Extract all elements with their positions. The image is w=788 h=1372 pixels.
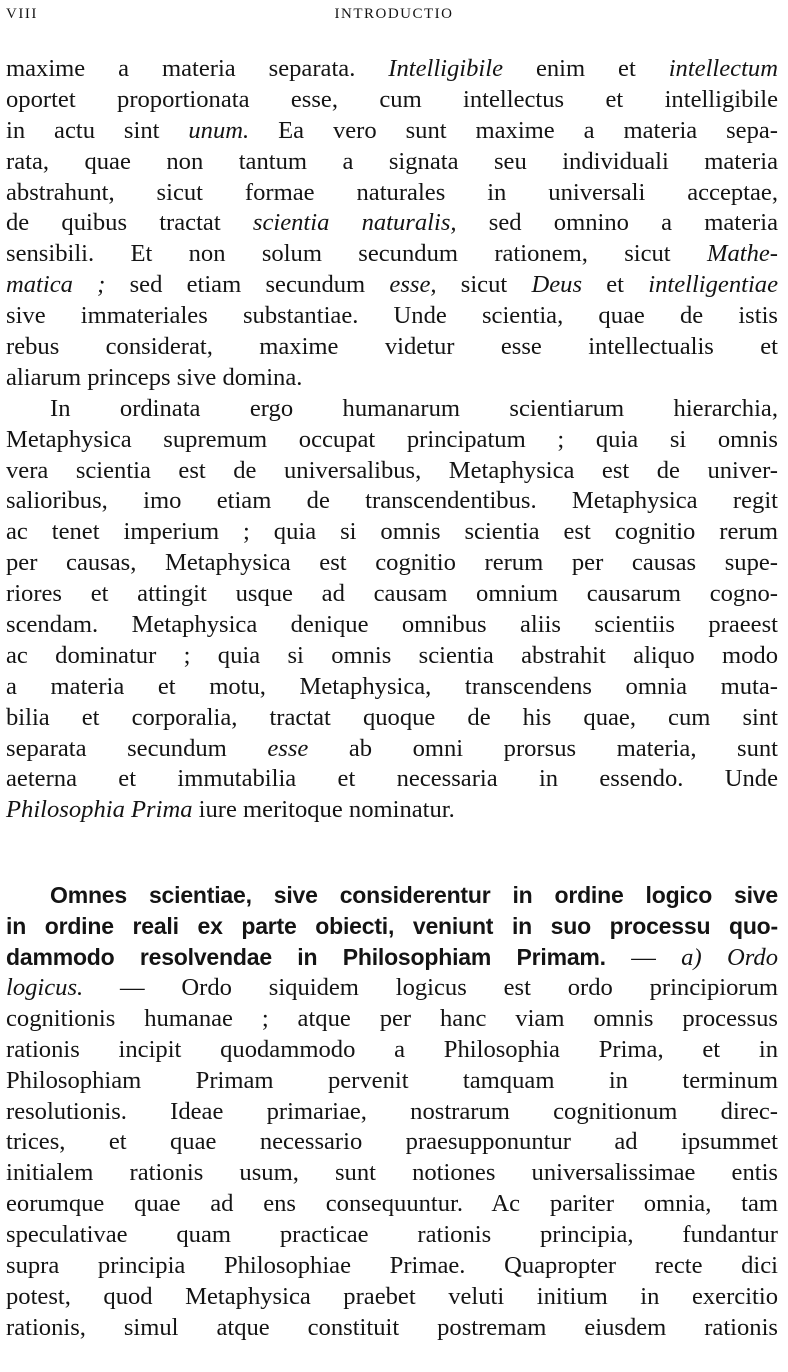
text-line bbox=[6, 548, 778, 579]
text-line bbox=[6, 239, 778, 270]
text-line bbox=[6, 363, 778, 394]
text-line bbox=[6, 1097, 778, 1128]
text-segment: separata secundum bbox=[6, 734, 268, 762]
text-line bbox=[6, 764, 778, 795]
text-segment: maxime a materia separata. bbox=[6, 55, 389, 82]
text-line bbox=[6, 116, 778, 147]
text-line bbox=[6, 880, 778, 911]
text-segment: rationis incipit quodammodo a Philosophia Prima, et in bbox=[6, 1035, 778, 1063]
text-segment: salioribus, imo etiam de transcendentibus. Metaphysica regit bbox=[6, 487, 778, 515]
text-segment: et bbox=[582, 271, 649, 299]
text-segment: oportet proportionata esse, cum intellectus et intelligibile bbox=[6, 85, 778, 113]
bold-heading-text: dammodo resolvendae in Philosophiam Primam. bbox=[6, 944, 606, 971]
text-line bbox=[6, 486, 778, 517]
text-segment: bilia et corporalia, tractat quoque de his quae, cum sint bbox=[6, 703, 778, 731]
paragraph-gap bbox=[6, 826, 778, 880]
text-segment: iure meritoque nominatur. bbox=[192, 796, 455, 824]
running-head bbox=[6, 6, 782, 28]
text-line bbox=[6, 178, 778, 209]
text-segment: vera scientia est de universalibus, Metaphysica est de univer- bbox=[6, 456, 778, 484]
italic-text: intellectum bbox=[668, 55, 778, 82]
italic-text: a) bbox=[681, 944, 702, 972]
text-segment: supra principia Philosophiae Primae. Quapropter recte dici bbox=[6, 1251, 778, 1279]
italic-text: esse, bbox=[389, 271, 437, 299]
text-segment: ac tenet imperium ; quia si omnis scientia est cognitio rerum bbox=[6, 518, 778, 546]
page-number: VIII bbox=[6, 6, 38, 22]
text-line bbox=[6, 734, 778, 765]
text-segment: in actu sint bbox=[6, 116, 189, 144]
text-line bbox=[6, 1282, 778, 1313]
text-segment bbox=[702, 944, 727, 971]
italic-text: unum. bbox=[188, 116, 250, 144]
text-segment: initialem rationis usum, sunt notiones universalissimae entis bbox=[6, 1159, 778, 1187]
bold-heading-text: Omnes scientiae, sive considerentur in ordine logico sive bbox=[50, 882, 778, 909]
text-line bbox=[6, 332, 778, 363]
text-segment: rata, quae non tantum a signata seu individuali materia bbox=[6, 147, 778, 175]
italic-text: Mathe- bbox=[706, 240, 778, 268]
text-line bbox=[6, 394, 778, 425]
text-segment: riores et attingit usque ad causam omnium causarum cogno- bbox=[6, 580, 778, 608]
italic-text: Intelligibile bbox=[388, 55, 504, 82]
text-line bbox=[6, 147, 778, 178]
text-segment: In ordinata ergo humanarum scientiarum hierarchia, bbox=[50, 394, 778, 422]
text-line bbox=[6, 1189, 778, 1220]
bold-heading-text: in ordine reali ex parte obiecti, veniunt in suo processu quo- bbox=[6, 913, 778, 940]
text-segment: ac dominatur ; quia si omnis scientia abstrahit aliquo modo bbox=[6, 641, 778, 669]
text-line bbox=[6, 54, 778, 85]
italic-text: intelligentiae bbox=[648, 271, 779, 299]
text-line bbox=[6, 1127, 778, 1158]
text-segment: Metaphysica supremum occupat principatum ; quia si omnis bbox=[6, 425, 778, 453]
text-segment: ab omni prorsus materia, sunt bbox=[308, 734, 778, 762]
text-segment: sive immateriales substantiae. Unde scientia, quae de istis bbox=[6, 302, 778, 330]
text-segment: Philosophiam Primam pervenit tamquam in terminum bbox=[6, 1066, 778, 1094]
text-segment: potest, quod Metaphysica praebet veluti initium in exercitio bbox=[6, 1282, 778, 1310]
text-line bbox=[6, 1035, 778, 1066]
italic-text: Ordo bbox=[726, 944, 778, 972]
text-segment: rebus considerat, maxime videtur esse intellectualis et bbox=[6, 333, 778, 361]
text-segment: sicut bbox=[436, 271, 532, 299]
italic-text: scientia naturalis, bbox=[252, 209, 457, 237]
text-line bbox=[6, 795, 778, 826]
text-segment: cognitionis humanae ; atque per hanc viam omnis processus bbox=[6, 1004, 778, 1032]
text-line bbox=[6, 1158, 778, 1189]
italic-text: matica ; bbox=[6, 271, 106, 299]
text-line bbox=[6, 911, 778, 942]
text-segment: de quibus tractat bbox=[6, 209, 253, 237]
text-line bbox=[6, 425, 778, 456]
italic-text: esse bbox=[267, 734, 309, 762]
text-line bbox=[6, 517, 778, 548]
text-line bbox=[6, 1066, 778, 1097]
text-segment: speculativae quam practicae rationis principia, fundantur bbox=[6, 1221, 778, 1249]
text-segment: abstrahunt, sicut formae naturales in universali acceptae, bbox=[6, 178, 778, 206]
body-text bbox=[6, 54, 778, 1344]
text-line bbox=[6, 1220, 778, 1251]
text-segment: eorumque quae ad ens consequuntur. Ac pariter omnia, tam bbox=[6, 1190, 778, 1218]
text-segment: — bbox=[605, 944, 682, 972]
text-line bbox=[6, 579, 778, 610]
text-line bbox=[6, 641, 778, 672]
text-line bbox=[6, 672, 778, 703]
text-line bbox=[6, 973, 778, 1004]
text-segment: rationis, simul atque constituit postremam eiusdem rationis bbox=[6, 1313, 778, 1341]
text-line bbox=[6, 456, 778, 487]
text-segment: enim et bbox=[503, 55, 669, 82]
text-line bbox=[6, 1251, 778, 1282]
text-segment: sed omnino a materia bbox=[456, 209, 778, 237]
italic-text: logicus. bbox=[6, 973, 84, 1001]
text-line bbox=[6, 301, 778, 332]
italic-text: Deus bbox=[531, 271, 583, 299]
text-segment: — Ordo siquidem logicus est ordo principiorum bbox=[83, 973, 778, 1001]
text-line bbox=[6, 610, 778, 641]
text-segment: aeterna et immutabilia et necessaria in essendo. Unde bbox=[6, 765, 778, 793]
text-line bbox=[6, 1313, 778, 1344]
text-line bbox=[6, 208, 778, 239]
text-line bbox=[6, 1004, 778, 1035]
text-segment: sed etiam secundum bbox=[105, 271, 390, 299]
text-segment: aliarum princeps sive domina. bbox=[6, 363, 303, 391]
text-segment: Ea vero sunt maxime a materia sepa- bbox=[249, 116, 778, 144]
text-line bbox=[6, 85, 778, 116]
text-segment: a materia et motu, Metaphysica, transcendens omnia muta- bbox=[6, 672, 778, 700]
running-title: INTRODUCTIO bbox=[334, 6, 454, 22]
text-line bbox=[6, 703, 778, 734]
text-segment: scendam. Metaphysica denique omnibus aliis scientiis praeest bbox=[6, 611, 778, 639]
text-segment: sensibili. Et non solum secundum rationem, sicut bbox=[6, 240, 707, 268]
text-segment: resolutionis. Ideae primariae, nostrarum cognitionum direc- bbox=[6, 1097, 778, 1125]
italic-text: Philosophia Prima bbox=[6, 796, 193, 824]
text-segment: trices, et quae necessario praesupponuntur ad ipsummet bbox=[6, 1128, 778, 1156]
text-line bbox=[6, 942, 778, 973]
text-line bbox=[6, 270, 778, 301]
text-segment: per causas, Metaphysica est cognitio rerum per causas supe- bbox=[6, 549, 778, 577]
